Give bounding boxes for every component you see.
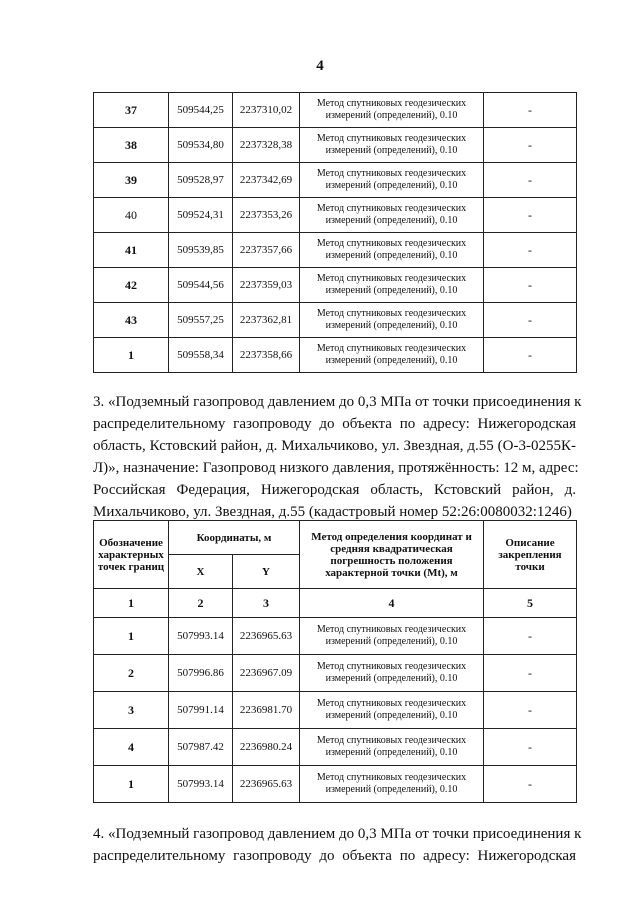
point-cell: 42 xyxy=(94,268,169,303)
y-cell: 2236981.70 xyxy=(233,692,300,729)
method-cell: Метод спутниковых геодезических измерений (определений), 0.10 xyxy=(300,338,484,373)
paragraph-line: область, Кстовский район, д. Михальчиково, ул. Звездная, д.55 (О-3-0255К- xyxy=(93,438,576,454)
y-cell: 2237358,66 xyxy=(233,338,300,373)
x-cell: 509524,31 xyxy=(169,198,233,233)
method-cell: Метод спутниковых геодезических измерений (определений), 0.10 xyxy=(300,303,484,338)
x-cell: 507987.42 xyxy=(169,729,233,766)
table-row xyxy=(94,233,577,268)
table-row xyxy=(94,692,577,729)
table2-body xyxy=(94,618,577,803)
header-point: Обозначение характерных точек границ xyxy=(94,521,169,589)
description-cell: - xyxy=(484,692,577,729)
col-number: 1 xyxy=(94,589,169,618)
y-cell: 2237328,38 xyxy=(233,128,300,163)
table-row xyxy=(94,338,577,373)
point-cell: 2 xyxy=(94,655,169,692)
y-cell: 2236965.63 xyxy=(233,766,300,803)
method-cell: Метод спутниковых геодезических измерений (определений), 0.10 xyxy=(300,729,484,766)
page-number: 4 xyxy=(316,58,324,74)
table-row xyxy=(94,128,577,163)
col-number: 3 xyxy=(233,589,300,618)
header-coords: Координаты, м xyxy=(169,521,300,555)
point-cell: 1 xyxy=(94,618,169,655)
method-cell: Метод спутниковых геодезических измерений (определений), 0.10 xyxy=(300,233,484,268)
method-cell: Метод спутниковых геодезических измерений (определений), 0.10 xyxy=(300,268,484,303)
table-row xyxy=(94,198,577,233)
method-cell: Метод спутниковых геодезических измерений (определений), 0.10 xyxy=(300,163,484,198)
paragraph-line: Российская Федерация, Нижегородская область, Кстовский район, д. xyxy=(93,482,576,498)
point-cell: 38 xyxy=(94,128,169,163)
table-row xyxy=(94,618,577,655)
x-cell: 509539,85 xyxy=(169,233,233,268)
x-cell: 507991.14 xyxy=(169,692,233,729)
method-cell: Метод спутниковых геодезических измерений (определений), 0.10 xyxy=(300,655,484,692)
header-desc: Описание закрепления точки xyxy=(484,521,577,589)
header-method: Метод определения координат и средняя квадратическая погрешность положения характерной точки (Мt), м xyxy=(300,521,484,589)
description-cell: - xyxy=(484,233,577,268)
y-cell: 2236980.24 xyxy=(233,729,300,766)
x-cell: 509558,34 xyxy=(169,338,233,373)
col-number: 2 xyxy=(169,589,233,618)
paragraph-3 xyxy=(93,391,582,523)
table-row xyxy=(94,163,577,198)
col-number: 5 xyxy=(484,589,577,618)
table-row xyxy=(94,655,577,692)
paragraph-line: 3. «Подземный газопровод давлением до 0,3 МПа от точки присоединения к xyxy=(93,394,582,410)
header-x: X xyxy=(169,555,233,589)
x-cell: 507993.14 xyxy=(169,618,233,655)
table-row xyxy=(94,729,577,766)
y-cell: 2236967.09 xyxy=(233,655,300,692)
paragraph-4 xyxy=(93,823,582,867)
coordinates-table-continued xyxy=(93,92,577,373)
y-cell: 2237353,26 xyxy=(233,198,300,233)
point-cell: 40 xyxy=(94,198,169,233)
paragraph-line: 4. «Подземный газопровод давлением до 0,3 МПа от точки присоединения к xyxy=(93,826,582,842)
method-cell: Метод спутниковых геодезических измерений (определений), 0.10 xyxy=(300,93,484,128)
header-y: Y xyxy=(233,555,300,589)
table-row xyxy=(94,93,577,128)
x-cell: 509528,97 xyxy=(169,163,233,198)
paragraph-line: Л)», назначение: Газопровод низкого давления, протяжённость: 12 м, адрес: xyxy=(93,460,579,476)
description-cell: - xyxy=(484,766,577,803)
point-cell: 37 xyxy=(94,93,169,128)
method-cell: Метод спутниковых геодезических измерений (определений), 0.10 xyxy=(300,692,484,729)
point-cell: 1 xyxy=(94,338,169,373)
point-cell: 43 xyxy=(94,303,169,338)
y-cell: 2237342,69 xyxy=(233,163,300,198)
table-row xyxy=(94,268,577,303)
col-number: 4 xyxy=(300,589,484,618)
point-cell: 39 xyxy=(94,163,169,198)
description-cell: - xyxy=(484,303,577,338)
point-cell: 4 xyxy=(94,729,169,766)
method-cell: Метод спутниковых геодезических измерений (определений), 0.10 xyxy=(300,128,484,163)
description-cell: - xyxy=(484,93,577,128)
y-cell: 2237359,03 xyxy=(233,268,300,303)
y-cell: 2236965.63 xyxy=(233,618,300,655)
coordinates-table-object-3 xyxy=(93,520,577,803)
table-row xyxy=(94,766,577,803)
point-cell: 1 xyxy=(94,766,169,803)
paragraph-line: распределительному газопроводу до объекта по адресу: Нижегородская xyxy=(93,416,576,432)
method-cell: Метод спутниковых геодезических измерений (определений), 0.10 xyxy=(300,766,484,803)
description-cell: - xyxy=(484,338,577,373)
x-cell: 509544,56 xyxy=(169,268,233,303)
method-cell: Метод спутниковых геодезических измерений (определений), 0.10 xyxy=(300,618,484,655)
point-cell: 41 xyxy=(94,233,169,268)
x-cell: 507993.14 xyxy=(169,766,233,803)
y-cell: 2237310,02 xyxy=(233,93,300,128)
method-cell: Метод спутниковых геодезических измерений (определений), 0.10 xyxy=(300,198,484,233)
description-cell: - xyxy=(484,729,577,766)
description-cell: - xyxy=(484,128,577,163)
point-cell: 3 xyxy=(94,692,169,729)
x-cell: 509534,80 xyxy=(169,128,233,163)
x-cell: 507996.86 xyxy=(169,655,233,692)
table-row xyxy=(94,303,577,338)
paragraph-line: распределительному газопроводу до объекта по адресу: Нижегородская xyxy=(93,848,576,864)
paragraph-line: Михальчиково, ул. Звездная, д.55 (кадастровый номер 52:26:0080032:1246) xyxy=(93,504,572,520)
y-cell: 2237362,81 xyxy=(233,303,300,338)
description-cell: - xyxy=(484,163,577,198)
description-cell: - xyxy=(484,268,577,303)
description-cell: - xyxy=(484,655,577,692)
description-cell: - xyxy=(484,618,577,655)
description-cell: - xyxy=(484,198,577,233)
y-cell: 2237357,66 xyxy=(233,233,300,268)
table1-body xyxy=(94,93,577,373)
x-cell: 509544,25 xyxy=(169,93,233,128)
x-cell: 509557,25 xyxy=(169,303,233,338)
